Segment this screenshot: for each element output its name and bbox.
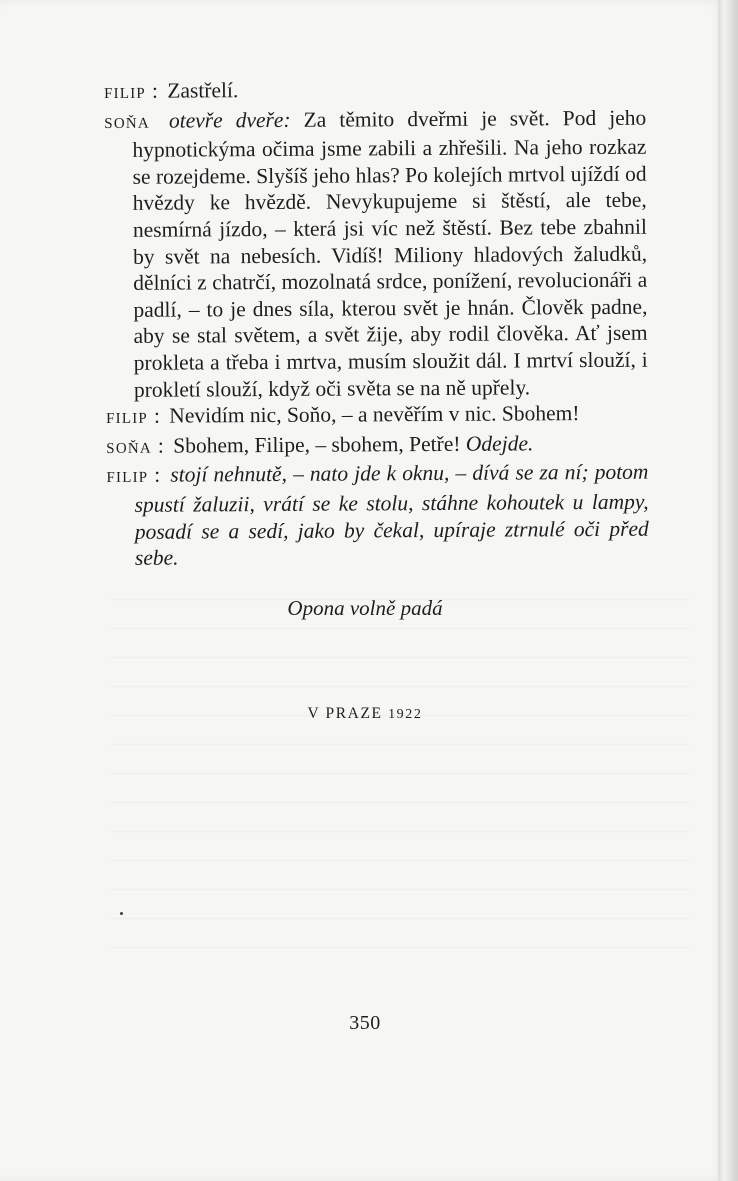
page-edge xyxy=(718,0,738,1181)
speaker-separator: : xyxy=(154,462,161,488)
stage-direction: Odejde. xyxy=(465,431,534,456)
speech-text: Nevidím nic, Soňo, – a nevěřím v nic. Sbohem! xyxy=(169,401,580,428)
speaker-label: SOŇA xyxy=(104,115,150,132)
place-name: V PRAZE xyxy=(307,705,383,722)
speaker-label: FILIP xyxy=(106,470,149,487)
dialogue-block xyxy=(104,75,649,572)
curtain-line: Opona volně padá xyxy=(287,596,443,620)
speech-text: Zastřelí. xyxy=(167,78,239,103)
speaker-separator: : xyxy=(153,403,160,428)
speech-sona-1 xyxy=(104,104,648,403)
speech-filip-3 xyxy=(106,459,649,572)
page-number: 350 xyxy=(349,1012,381,1034)
speech-filip-2 xyxy=(106,400,648,433)
year: 1922 xyxy=(388,707,423,722)
paper-speck xyxy=(120,912,123,915)
speaker-separator: : xyxy=(151,78,158,103)
speaker-label: FILIP xyxy=(106,410,148,428)
speech-sona-2 xyxy=(106,429,648,462)
speaker-label: FILIP xyxy=(104,85,146,102)
place-and-date xyxy=(0,705,734,723)
stage-direction: stojí nehnutě, – nato jde k oknu, – dívá se za ní; potom spustí žaluzii, vrátí se ke stolu, stáhne kohoutek u lampy, posadí se a sedí, jako by čekal, upíraje ztrnulé oči před sebe. xyxy=(134,459,649,570)
speech-text: Za těmito dveřmi je svět. Pod jeho hypnotickýma očima jsme zabili a zhřešili. Na jeho rozkaz se rozejdeme. Slyšíš jeho hlas? Po kolejích mrtvol ujíždí od hvězdy ke hvězdě. Nevykupujeme si štěstí, ale tebe, nesmírná jízdo, – která jsi víc než štěstí. Bez tebe zbahnil by svět na nebesích. Vidíš! Miliony hladových žaludků, dělníci z chatrčí, mozolnatá srdce, ponížení, revolucionáři a padlí, – to je dnes síla, kterou svět je hnán. Člověk padne, aby se stal světem, a svět žije, aby rodil člověka. Ať jsem prokleta a třeba i mrtva, musím sloužit dál. I mrtví slouží, i prokletí slouží, když oči světa se na ně upřely. xyxy=(132,105,648,402)
speaker-label: SOŇA xyxy=(106,440,152,457)
speaker-separator: : xyxy=(157,433,164,458)
speech-text: Sbohem, Filipe, – sbohem, Petře! xyxy=(173,431,466,458)
stage-direction: otevře dveře: xyxy=(168,107,291,133)
speech-filip-1 xyxy=(104,75,646,108)
